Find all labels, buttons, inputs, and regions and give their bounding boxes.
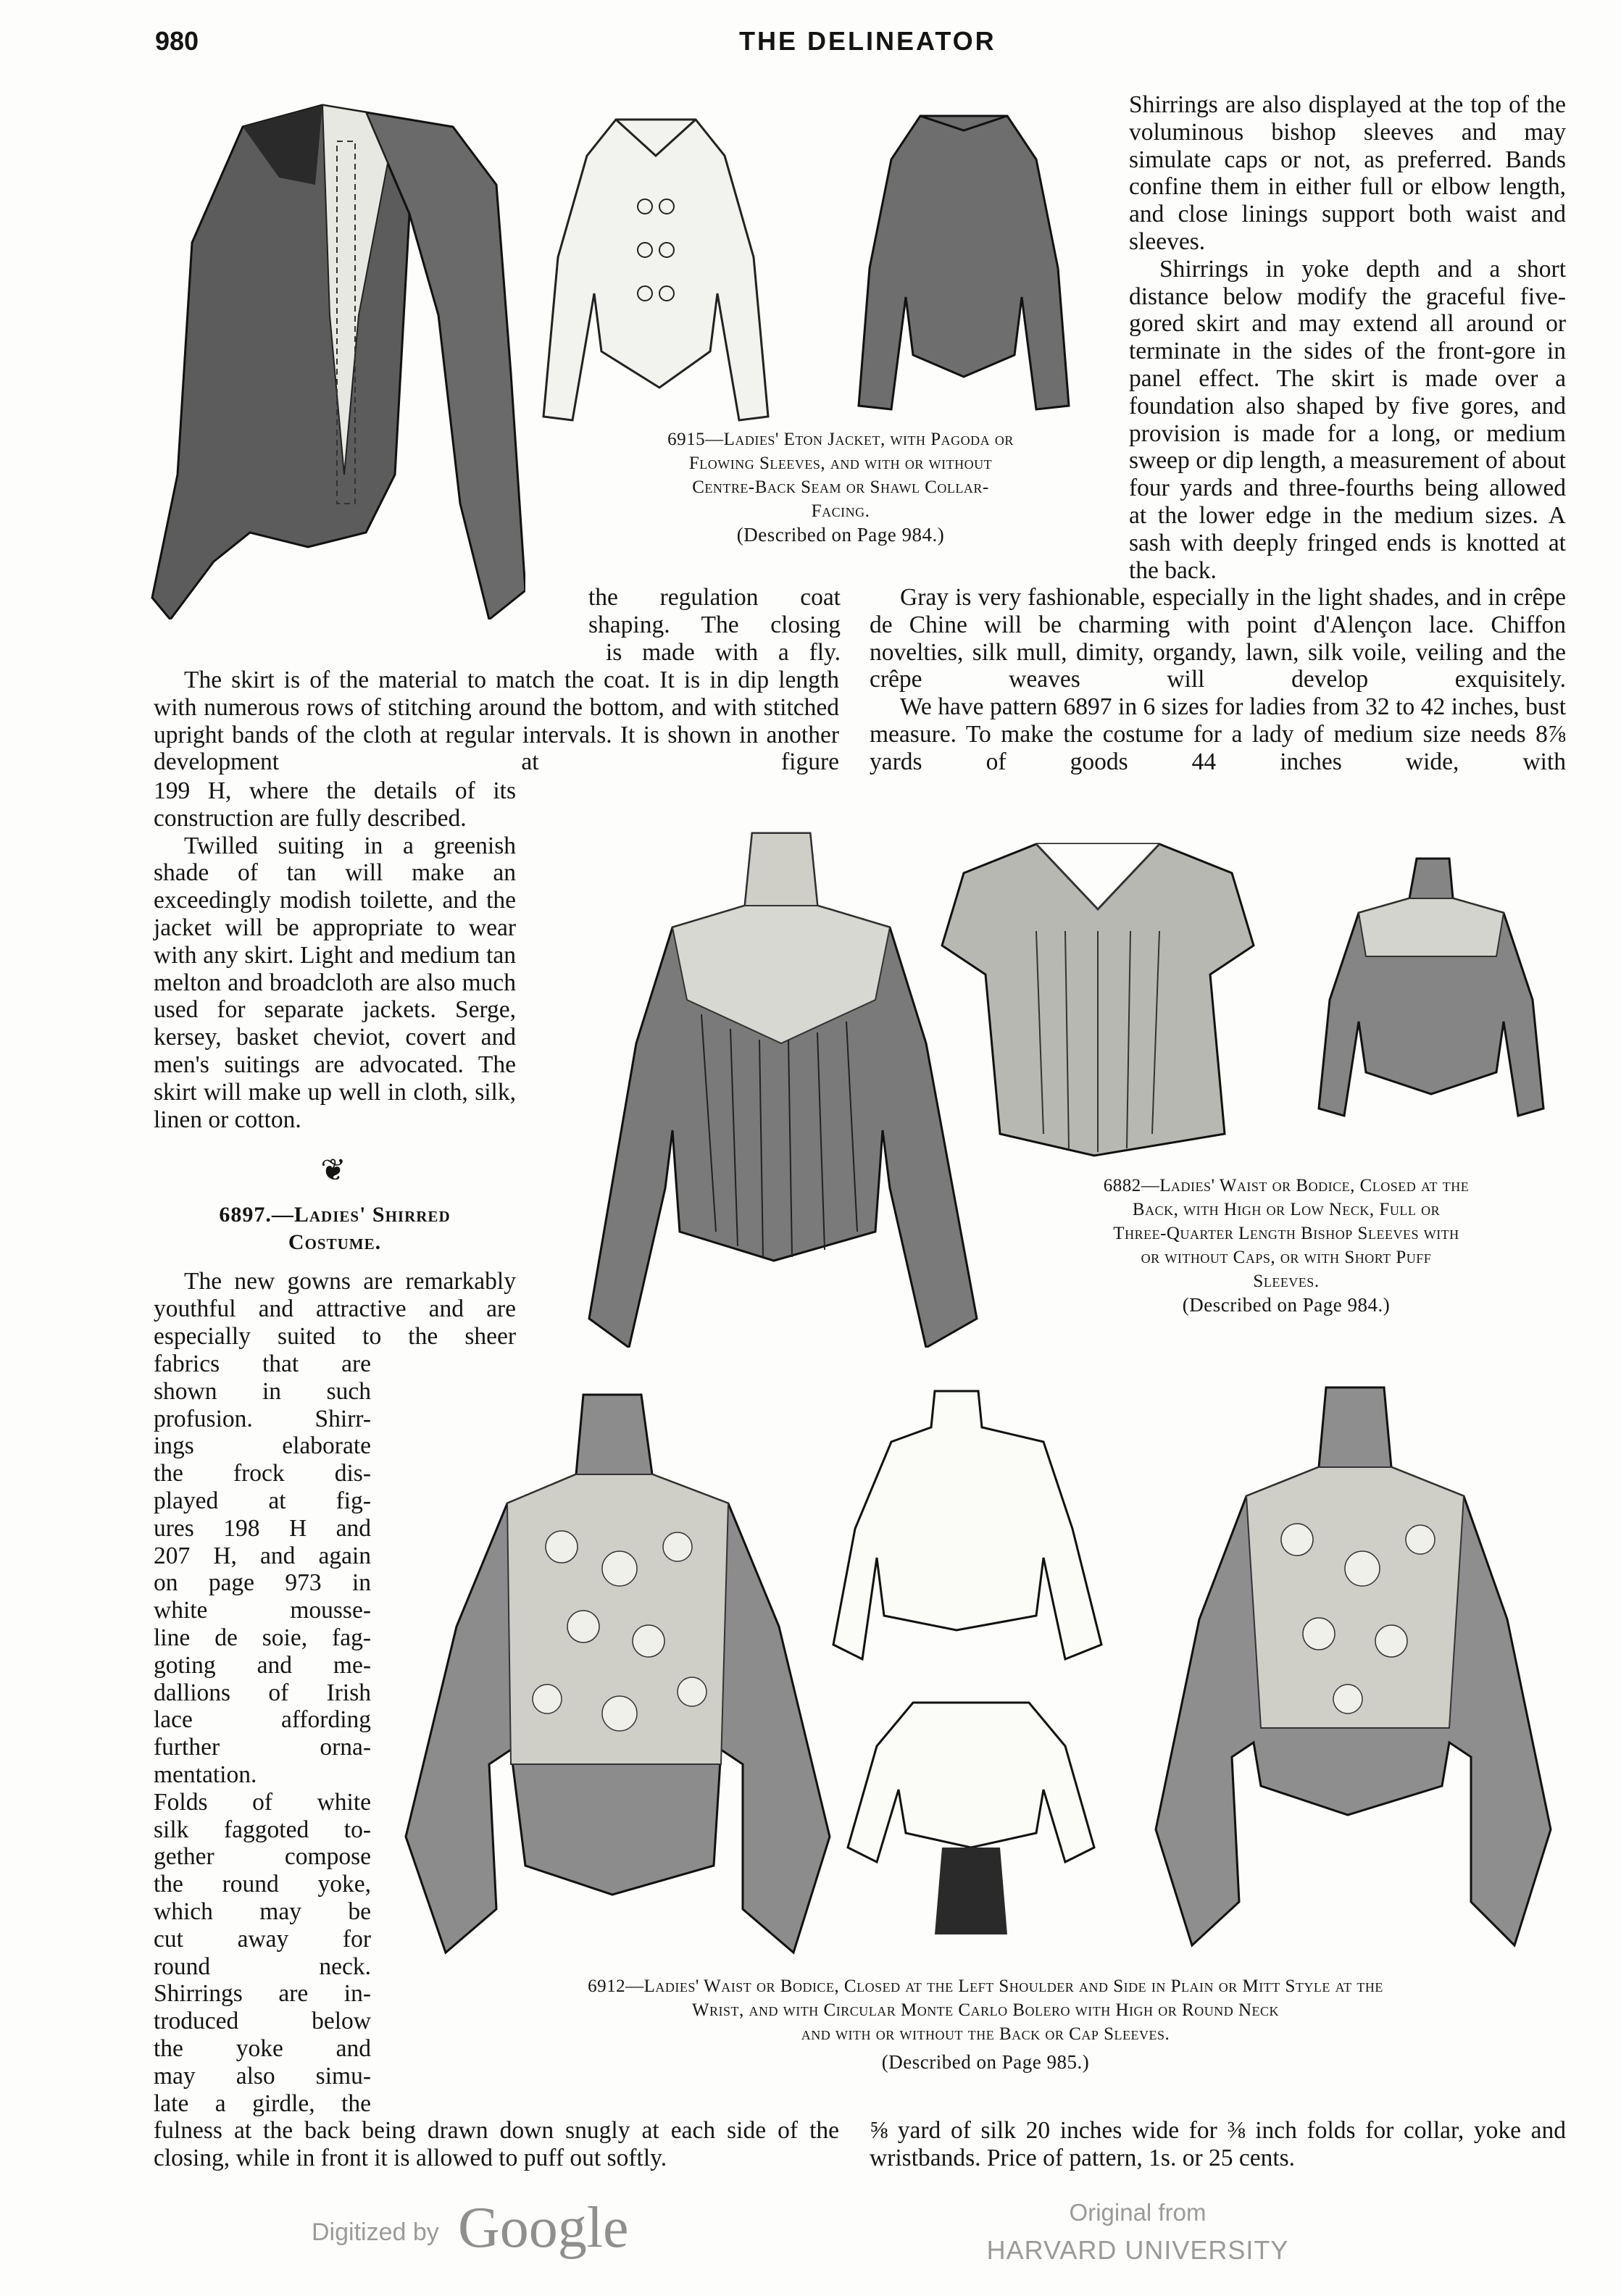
narrow-line: the round yoke, bbox=[154, 1871, 371, 1898]
section-ornament: ❦ bbox=[320, 1154, 346, 1187]
left-skirt-paragraph bbox=[154, 667, 839, 776]
page-title: THE DELINEATOR bbox=[739, 26, 996, 56]
right-top-para-1: Shirrings are also displayed at the top of the voluminous bishop sleeves and may simulate caps or not, as preferred. Bands confine them in either full or elbow length, and close linings support both waist and sleeves. bbox=[1129, 91, 1566, 255]
right-mid-para-1: Gray is very fashionable, especially in the light shades, and in crêpe de Chine will be charming with point d'Alençon lace. Chiffon novelties, silk mull, dimity, organdy, lawn, silk voile, veiling and the crêpe weaves will develop exquisitely. bbox=[870, 584, 1566, 693]
waist-6912-front-illustration bbox=[402, 1387, 833, 1967]
narrow-line: on page 973 in bbox=[154, 1569, 371, 1597]
mid-line-2: shaping. The closing bbox=[588, 611, 841, 638]
bottom-left-text: fulness at the back being drawn down snugly at each side of the closing, while in front it is allowed to puff out softly. bbox=[154, 2117, 839, 2171]
narrow-line: fabrics that are bbox=[154, 1351, 371, 1377]
narrow-line: may also simu- bbox=[154, 2062, 371, 2090]
caption-6882 bbox=[1011, 1174, 1562, 1317]
caption-6912-line-1: 6912—Ladies' Waist or Bodice, Closed at the Left Shoulder and Side in Plain or Mitt Style at the bbox=[588, 1976, 1383, 1996]
waist-6912-back-illustration bbox=[1152, 1380, 1558, 1960]
narrow-line: shown in such bbox=[154, 1377, 371, 1405]
narrow-line: mentation. bbox=[154, 1761, 257, 1788]
narrow-line: Shirrings are in- bbox=[154, 1980, 371, 2008]
narrow-line: 207 H, and again bbox=[154, 1542, 371, 1569]
caption-6912-line-3: and with or without the Back or Cap Sleeves. bbox=[801, 2024, 1170, 2044]
caption-6882-described: (Described on Page 984.) bbox=[1182, 1294, 1391, 1316]
narrow-line: Folds of white bbox=[154, 1788, 371, 1816]
eton-jacket-back-illustration bbox=[855, 109, 1072, 413]
waist-6882-low-neck-illustration bbox=[935, 830, 1261, 1163]
right-column-top bbox=[1129, 91, 1566, 584]
narrow-line: white mousse- bbox=[154, 1597, 371, 1624]
section-heading-line-2: Costume. bbox=[288, 1230, 382, 1254]
bottom-left-paragraph bbox=[154, 2117, 839, 2172]
narrow-line: silk faggoted to- bbox=[154, 1816, 371, 1843]
caption-6912 bbox=[406, 1974, 1565, 2074]
waist-6912-back-drawing bbox=[1152, 1380, 1558, 1960]
narrow-line: which may be bbox=[154, 1898, 371, 1925]
eton-jacket-alt-drawing bbox=[536, 112, 775, 424]
original-from-label: Original from bbox=[1069, 2199, 1207, 2226]
digitized-by-label: Digitized by bbox=[312, 2218, 439, 2246]
right-column-mid bbox=[870, 584, 1566, 776]
narrow-line: lace affording bbox=[154, 1706, 371, 1734]
waist-6882-back-illustration bbox=[1315, 855, 1547, 1130]
caption-6912-line-2: Wrist, and with Circular Monte Carlo Bolero with High or Round Neck bbox=[691, 2000, 1280, 2020]
caption-6882-line-5: Sleeves. bbox=[1253, 1272, 1320, 1291]
section-heading-line-1: 6897.—Ladies' Shirred bbox=[219, 1203, 451, 1227]
left-narrow-para-1: 199 H, where the details of its construction are fully described. bbox=[154, 777, 516, 832]
narrow-line: late a girdle, the bbox=[154, 2090, 371, 2117]
narrow-column bbox=[154, 1351, 371, 2117]
caption-6915-line-3: Centre-Back Seam or Shawl Collar- bbox=[692, 477, 989, 497]
narrow-line: round neck. bbox=[154, 1953, 371, 1980]
caption-6915-described: (Described on Page 984.) bbox=[736, 524, 945, 546]
left-narrow-para-2: Twilled suiting in a greenish shade of tan will make an exceedingly modish toilette, and the jacket will be appropriate to wear with any skirt. Light and medium tan melton and broadcloth are also much used for separate jackets. Serge, kersey, basket cheviot, covert and men's suitings are advocated. The skirt will make up well in cloth, silk, linen or cotton. bbox=[154, 832, 516, 1133]
narrow-line: the frock dis- bbox=[154, 1460, 371, 1487]
narrow-line: ures 198 H and bbox=[154, 1514, 371, 1542]
right-top-para-2: Shirrings in yoke depth and a short distance below modify the graceful five-gored skirt and may extend all around or terminate in the sides of the front-gore in panel effect. The skirt is made over a foundation also shaped by five gores, and provision is made for a long, or medium sweep or dip length, a measurement of about four yards and three-fourths being allowed at the lower edge in the medium sizes. A sash with deeply fringed ends is knotted at the back. bbox=[1129, 255, 1566, 584]
caption-6882-line-2: Back, with High or Low Neck, Full or bbox=[1132, 1200, 1441, 1219]
eton-jacket-front-drawing bbox=[149, 98, 525, 619]
eton-jacket-back-drawing bbox=[855, 109, 1072, 413]
narrow-line: profusion. Shirr- bbox=[154, 1405, 371, 1432]
middle-short-text bbox=[588, 584, 841, 666]
google-logo: Google bbox=[458, 2196, 629, 2260]
page-number: 980 bbox=[155, 26, 199, 56]
caption-6915-line-4: Facing. bbox=[811, 501, 870, 521]
narrow-line: cut away for bbox=[154, 1925, 371, 1953]
waist-6882-low-neck-drawing bbox=[935, 830, 1261, 1163]
waist-6912-forms-drawing bbox=[826, 1384, 1123, 1934]
narrow-line: dallions of Irish bbox=[154, 1679, 371, 1706]
mid-line-1: the regulation coat bbox=[588, 584, 841, 611]
waist-6882-back-drawing bbox=[1315, 855, 1547, 1130]
caption-6882-line-1: 6882—Ladies' Waist or Bodice, Closed at the bbox=[1103, 1176, 1470, 1195]
harvard-label: HARVARD UNIVERSITY bbox=[986, 2235, 1289, 2265]
caption-6912-described: (Described on Page 985.) bbox=[881, 2051, 1090, 2073]
narrow-line: troduced below bbox=[154, 2008, 371, 2035]
eton-jacket-front-illustration bbox=[149, 98, 525, 619]
caption-6882-line-4: or without Caps, or with Short Puff bbox=[1141, 1248, 1432, 1267]
section-intro bbox=[154, 1268, 516, 1350]
caption-6915 bbox=[580, 427, 1101, 547]
mid-line-3: is made with a fly. bbox=[606, 638, 841, 666]
section-heading-6897 bbox=[154, 1201, 516, 1256]
narrow-line: the yoke and bbox=[154, 2034, 371, 2062]
caption-6915-line-2: Flowing Sleeves, and with or without bbox=[688, 454, 993, 473]
waist-6912-front-drawing bbox=[402, 1387, 833, 1967]
waist-6912-forms-illustration bbox=[826, 1384, 1123, 1934]
narrow-line: gether compose bbox=[154, 1843, 371, 1871]
right-mid-para-2: We have pattern 6897 in 6 sizes for ladies from 32 to 42 inches, bust measure. To make the costume for a lady of medium size needs 8⅞ yards of goods 44 inches wide, with bbox=[870, 693, 1566, 775]
eton-jacket-alt-illustration bbox=[536, 112, 775, 424]
skirt-para: The skirt is of the material to match the coat. It is in dip length with numerous rows of stitching around the bottom, and with stitched upright bands of the cloth at regular intervals. It is shown in another development at figure bbox=[154, 667, 839, 776]
narrow-line: line de soie, fag- bbox=[154, 1624, 371, 1651]
left-narrow-column bbox=[154, 777, 516, 1133]
section-intro-text: The new gowns are remarkably youthful and attractive and are especially suited to the sheer bbox=[154, 1268, 516, 1350]
caption-6882-line-3: Three-Quarter Length Bishop Sleeves with bbox=[1113, 1224, 1459, 1243]
narrow-line: goting and me- bbox=[154, 1651, 371, 1679]
narrow-line: further orna- bbox=[154, 1734, 371, 1761]
narrow-line: played at fig- bbox=[154, 1487, 371, 1514]
narrow-line: ings elaborate bbox=[154, 1432, 371, 1460]
bottom-right-paragraph bbox=[870, 2117, 1566, 2172]
caption-6915-line-1: 6915—Ladies' Eton Jacket, with Pagoda or bbox=[667, 430, 1014, 449]
bottom-right-text: ⅝ yard of silk 20 inches wide for ⅜ inch folds for collar, yoke and wristbands. Price of pattern, 1s. or 25 cents. bbox=[870, 2117, 1566, 2171]
waist-6882-front-drawing bbox=[586, 826, 984, 1348]
waist-6882-front-illustration bbox=[586, 826, 984, 1348]
